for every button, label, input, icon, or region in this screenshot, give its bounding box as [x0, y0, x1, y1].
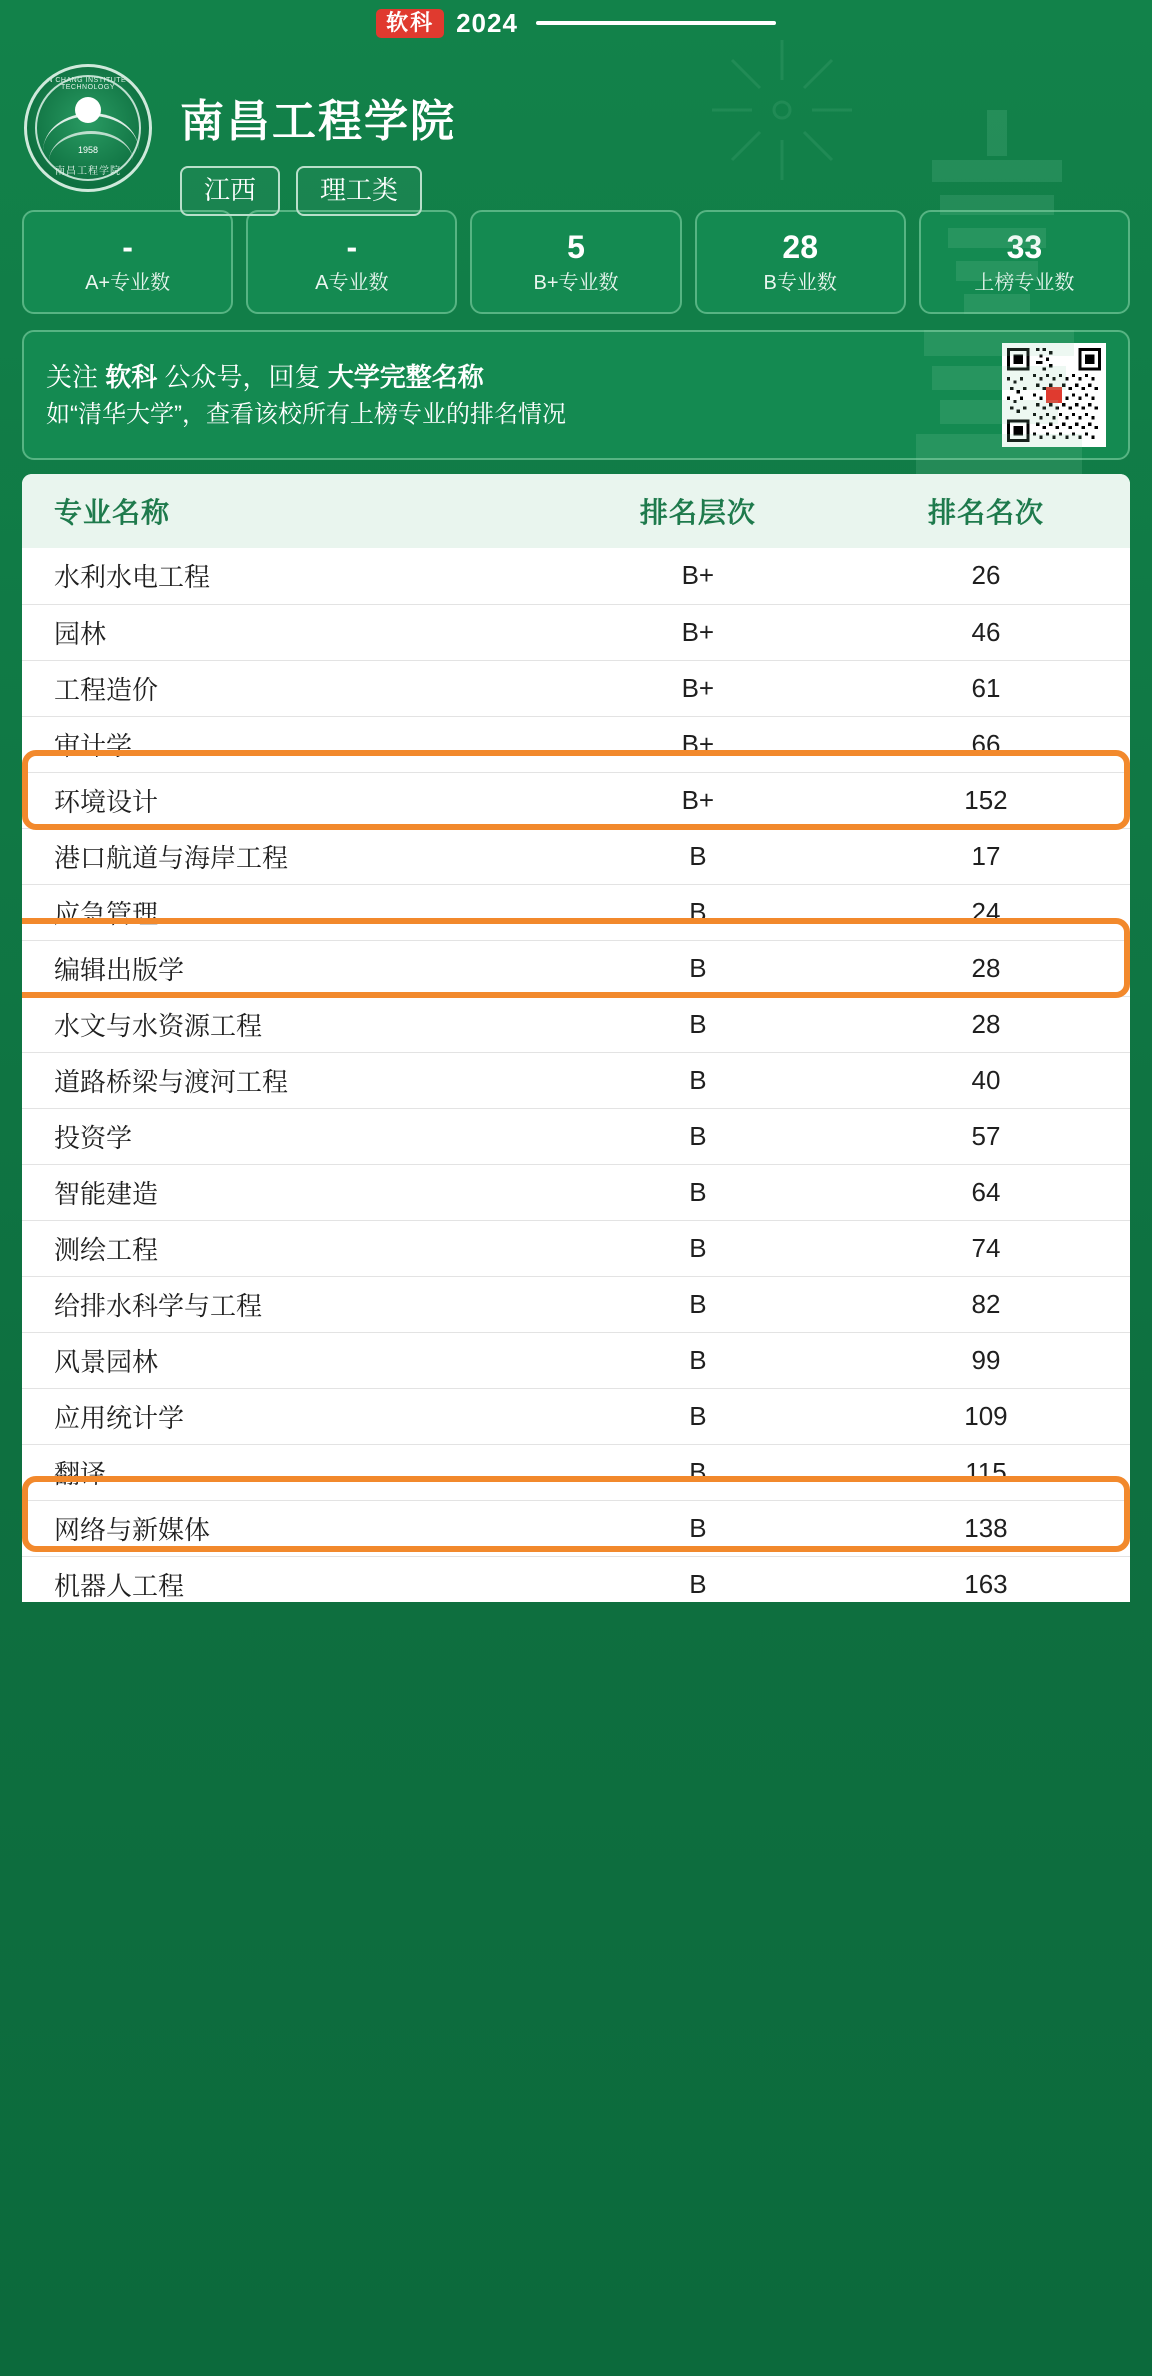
tag-category[interactable]: 理工类: [296, 166, 422, 216]
stat-label: A专业数: [315, 272, 389, 294]
cell-rank: 109: [842, 1388, 1130, 1444]
cell-rank: 28: [842, 940, 1130, 996]
cell-tier: B+: [554, 772, 842, 828]
year-divider: [536, 21, 776, 25]
table-row-highlighted[interactable]: [22, 772, 1130, 828]
crest-english-name: NAN CHANG INSTITUTE OF TECHNOLOGY: [36, 77, 140, 91]
stat-card-b: [695, 210, 906, 314]
cell-major: 编辑出版学: [22, 940, 554, 996]
cell-rank: 46: [842, 604, 1130, 660]
cell-tier: B: [554, 1108, 842, 1164]
ruanke-logo: 软科: [376, 9, 444, 38]
cell-major: 水利水电工程: [22, 548, 554, 604]
cell-rank: 40: [842, 1052, 1130, 1108]
cell-tier: B: [554, 1220, 842, 1276]
cell-major: 应急管理: [22, 884, 554, 940]
stats-row: [0, 196, 1152, 314]
cell-major: 港口航道与海岸工程: [22, 828, 554, 884]
major-ranking-table: [22, 474, 1130, 1602]
cell-rank: 66: [842, 716, 1130, 772]
stat-card-total: [919, 210, 1130, 314]
cell-major: 机器人工程: [22, 1556, 554, 1602]
cell-major: 道路桥梁与渡河工程: [22, 1052, 554, 1108]
cell-tier: B: [554, 1556, 842, 1602]
table-row[interactable]: [22, 548, 1130, 604]
column-header-rank: 排名名次: [842, 474, 1130, 548]
school-tag-row: [180, 166, 456, 216]
column-header-tier: 排名层次: [554, 474, 842, 548]
stat-label: 上榜专业数: [974, 272, 1075, 294]
table-body: [22, 548, 1130, 1602]
stat-value: 5: [567, 229, 585, 265]
stat-label: B专业数: [763, 272, 837, 294]
table-row[interactable]: [22, 660, 1130, 716]
cell-major: 环境设计: [22, 772, 554, 828]
year-label: 2024: [456, 7, 518, 38]
cell-rank: 64: [842, 1164, 1130, 1220]
cell-rank: 82: [842, 1276, 1130, 1332]
cell-rank: 163: [842, 1556, 1130, 1602]
table-row[interactable]: [22, 828, 1130, 884]
table-row[interactable]: [22, 604, 1130, 660]
cell-major: 给排水科学与工程: [22, 1276, 554, 1332]
table-row[interactable]: [22, 1108, 1130, 1164]
school-meta: [180, 64, 456, 216]
table-header-row: [22, 474, 1130, 548]
cell-tier: B: [554, 996, 842, 1052]
cell-major: 智能建造: [22, 1164, 554, 1220]
school-crest-icon: [24, 64, 152, 192]
tag-province[interactable]: 江西: [180, 166, 280, 216]
promo-bold-brand: 软科: [105, 361, 158, 392]
stat-label: A+专业数: [85, 272, 171, 294]
promo-line-2: 如“清华大学”，查看该校所有上榜专业的排名情况: [46, 400, 566, 428]
promo-line-1: [46, 358, 566, 397]
table-row[interactable]: [22, 1332, 1130, 1388]
cell-tier: B: [554, 1500, 842, 1556]
cell-major: 投资学: [22, 1108, 554, 1164]
school-header: [0, 46, 1152, 206]
cell-tier: B: [554, 884, 842, 940]
cell-major: 应用统计学: [22, 1388, 554, 1444]
cell-major: 风景园林: [22, 1332, 554, 1388]
table-row[interactable]: [22, 1220, 1130, 1276]
table-row[interactable]: [22, 1388, 1130, 1444]
cell-rank: 138: [842, 1500, 1130, 1556]
table-row[interactable]: [22, 1276, 1130, 1332]
cell-major: 水文与水资源工程: [22, 996, 554, 1052]
promo-text: [46, 358, 566, 433]
stat-value: -: [122, 229, 133, 265]
cell-tier: B: [554, 1164, 842, 1220]
cell-rank: 152: [842, 772, 1130, 828]
promo-prefix: 关注: [46, 361, 106, 392]
stat-card-a-plus: [22, 210, 233, 314]
page-title: 南昌工程学院: [180, 97, 456, 146]
cell-tier: B+: [554, 604, 842, 660]
cell-tier: B: [554, 1444, 842, 1500]
top-brand-bar: [0, 0, 1152, 46]
cell-major: 审计学: [22, 716, 554, 772]
cell-tier: B: [554, 1332, 842, 1388]
cell-major: 园林: [22, 604, 554, 660]
table-row[interactable]: [22, 996, 1130, 1052]
cell-tier: B+: [554, 716, 842, 772]
stat-card-a: [246, 210, 457, 314]
cell-rank: 61: [842, 660, 1130, 716]
cell-rank: 74: [842, 1220, 1130, 1276]
cell-rank: 24: [842, 884, 1130, 940]
stat-label: B+专业数: [533, 272, 619, 294]
cell-major: 翻译: [22, 1444, 554, 1500]
cell-rank: 99: [842, 1332, 1130, 1388]
table-row-highlighted[interactable]: [22, 1500, 1130, 1556]
table-row[interactable]: [22, 716, 1130, 772]
table-row[interactable]: [22, 1052, 1130, 1108]
cell-tier: B: [554, 1388, 842, 1444]
cell-tier: B: [554, 828, 842, 884]
crest-chinese-name: 南昌工程学院: [55, 166, 121, 177]
cell-rank: 17: [842, 828, 1130, 884]
cell-rank: 26: [842, 548, 1130, 604]
cell-tier: B: [554, 1052, 842, 1108]
cell-major: 网络与新媒体: [22, 1500, 554, 1556]
table-row[interactable]: [22, 884, 1130, 940]
qr-code-icon: [1002, 343, 1106, 447]
cell-tier: B: [554, 940, 842, 996]
cell-rank: 57: [842, 1108, 1130, 1164]
table-row[interactable]: [22, 1164, 1130, 1220]
stat-value: 28: [782, 229, 818, 265]
stat-value: -: [346, 229, 358, 265]
cell-major: 测绘工程: [22, 1220, 554, 1276]
cell-tier: B+: [554, 660, 842, 716]
crest-founding-year: 1958: [77, 145, 99, 155]
stat-card-b-plus: [470, 210, 681, 314]
promo-bold-keyword: 大学完整名称: [327, 361, 484, 392]
table-row-highlighted[interactable]: [22, 940, 1130, 996]
promo-card: [22, 330, 1130, 460]
cell-tier: B: [554, 1276, 842, 1332]
cell-rank: 115: [842, 1444, 1130, 1500]
column-header-major: 专业名称: [22, 474, 554, 548]
table-row[interactable]: [22, 1556, 1130, 1602]
stat-value: 33: [1006, 229, 1043, 265]
table-row[interactable]: [22, 1444, 1130, 1500]
cell-major: 工程造价: [22, 660, 554, 716]
cell-rank: 28: [842, 996, 1130, 1052]
cell-tier: B+: [554, 548, 842, 604]
promo-mid: 公众号，回复: [157, 361, 328, 392]
